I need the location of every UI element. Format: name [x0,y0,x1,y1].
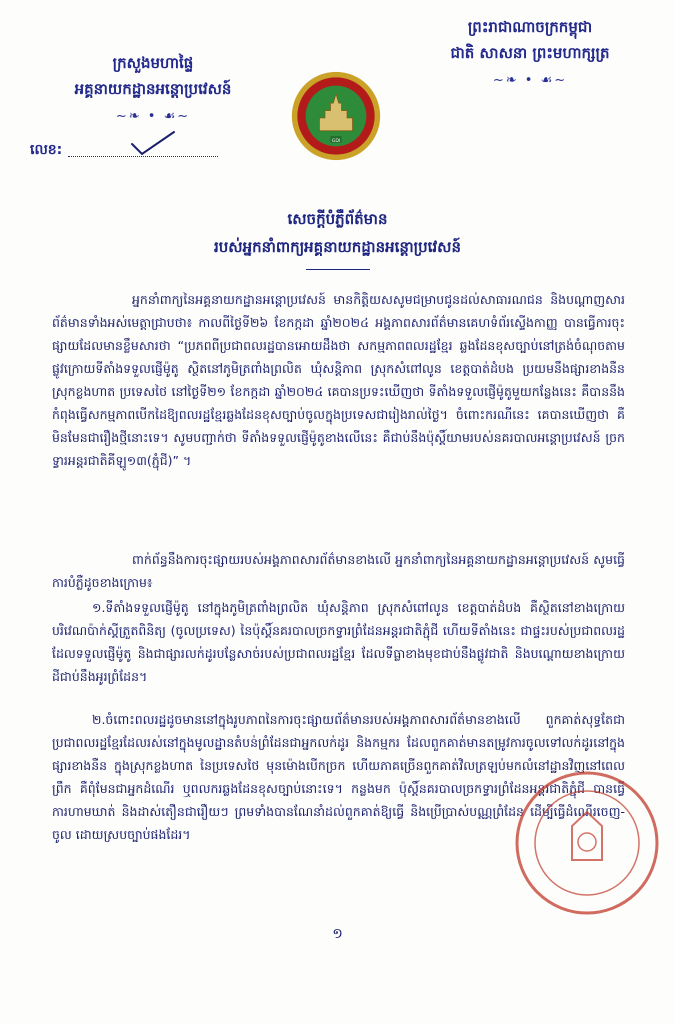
ornament-divider-right: ~❧ • ☙~ [492,73,568,88]
title-underline [306,269,370,270]
official-seal-stamp [512,768,662,918]
title-line-1: សេចក្តីបំភ្លឺព័ត៌មាន [287,210,388,228]
ministry-name: ក្រសួងមហាផ្ទៃ [112,54,194,72]
reference-label: លេខ: [30,142,63,158]
paragraph-text: ពាក់ព័ន្ធនឹងការចុះផ្សាយរបស់អង្គភាពសារព័ត៌មានខាងលើ អ្នកនាំពាក្យនៃអគ្គនាយកដ្ឋានអន្តោប្រវេសន៍ សូមធ្វើការបំភ្លឺដូចខាងក្រោម៖ [52,552,625,590]
ornament-divider: ~❧ • ☙~ [115,109,191,124]
department-name: អគ្គនាយកដ្ឋានអន្តោប្រវេសន៍ [74,80,232,98]
paragraph-text: ២.ចំពោះពលរដ្ឋដូចមាននៅក្នុងរូបភាពនៃការចុះផ្សាយព័ត៌មានរបស់អង្គភាពសារព័ត៌មានខាងលើ ពួកគាត់សុទ្ធតែជាប្រជាពលរដ្ឋខ្មែរដែលរស់នៅក្នុងមូលដ្ឋានតំបន់ព្រំដែនជាអ្នកលក់ដូរ និងកម្មករ ដែលពួកគាត់មានតម្រូវការចូលទៅលក់ដូរនៅក្នុងផ្សារខាងនឺន ក្នុងស្រុកខ្លងហាត នៃប្រទេសថៃ មុនម៉ោងបើកច្រក ហើយភាគច្រើនពួកគាត់វិលត្រឡប់មកលំនៅដ្ឋានវិញនៅពេលព្រឹក គឺពុំមែនជាអ្នកដំណើរ ឬពលករឆ្លងដែនខុសច្បាប់នោះទេ។ កន្លងមក ប៉ុស្តិ៍នគរបាលច្រកទ្វារព្រំដែនអន្តរជាតិភ្ជុំជី បានធ្វើការហាមឃាត់ និងដាស់តឿនជារឿយៗ ព្រមទាំងបានណែនាំដល់ពួកគាត់ឱ្យធ្វើ និងប្រើប្រាស់បណ្ណព្រំដែន ដើម្បីធ្វើដំណើរចេញ-ចូល ដោយស្របច្បាប់ផងដែរ។ [52,712,625,842]
ministry-header [58,50,248,126]
title-line-2: របស់អ្នកនាំពាក្យអគ្គនាយកដ្ឋានអន្តោប្រវេសន៍ [214,238,461,256]
kingdom-name: ព្រះរាជាណាចក្រកម្ពុជា [467,18,593,36]
national-motto: ជាតិ សាសនា ព្រះមហាក្សត្រ [450,44,610,62]
checkmark-icon [128,130,178,156]
body-paragraph-2 [52,548,625,594]
department-emblem-logo [290,70,382,162]
reference-number-row [30,140,218,161]
paragraph-text: អ្នកនាំពាក្យនៃអគ្គនាយកដ្ឋានអន្តោប្រវេសន៍ មានកិត្តិយសសូមជម្រាបជូនដល់សាធារណជន និងបណ្តាញសារព័ត៌មានទាំងអស់មេត្តាជ្រាបថា៖ កាលពីថ្ងៃទី២៦ ខែកក្កដា ឆ្នាំ២០២៤ អង្គភាពសារព័ត៌មានគេហទំព័រស្ទើងកាញ្ញ បានធ្វើការចុះផ្សាយដែលមានខ្លឹមសារថា “ប្រភពពីប្រជាពលរដ្ឋបានអោយដឹងថា សកម្មភាពពលរដ្ឋខ្មែរ ឆ្លងដែនខុសច្បាប់នៅត្រង់ចំណុចតាមផ្លូវក្រោយទីតាំងទទួលផ្ញើម៉ូតូ ស្ថិតនៅភូមិត្រពាំងព្រលិត ឃុំសន្តិភាព ស្រុកសំពៅលូន ខេត្តបាត់ដំបង ប្រយមនឹងផ្សារខាងនឺន ស្រុកខ្លងហាត ប្រទេសថៃ នៅថ្ងៃទី២១ ខែកក្កដា ឆ្នាំ២០២៤ គេបានប្រទះឃើញថា ទីតាំងទទួលផ្ញើម៉ូតូមួយកន្លែងនេះ គឺបាននឹងកំពុងធ្វើសកម្មភាពបើកដៃឱ្យពលរដ្ឋខ្មែរឆ្លងដែនខុសច្បាប់ចូលក្នុងប្រទេសជារៀងរាល់ថ្ងៃ។ ចំពោះករណីនេះ គេបានឃើញថា គឺមិនមែនជារឿងថ្មីនោះទេ។ សូមបញ្ជាក់ថា ទីតាំងទទួលផ្ញើម៉ូតូខាងលើនេះ គឺជាប់នឹងប៉ុស្តិ៍យាមរបស់នគរបាលអន្តោប្រវេសន៍ ច្រកទ្វារអន្តរជាតិគីឡូ១៣(ភ្ជុំជី)” ។ [52,292,625,468]
body-paragraph-3 [52,596,625,688]
page-number: ១ [332,926,343,942]
document-title [0,205,675,270]
body-paragraph-1 [52,288,625,472]
reference-dotted-line [68,144,218,157]
paragraph-text: ១.ទីតាំងទទួលផ្ញើម៉ូតូ នៅក្នុងភូមិត្រពាំងព្រលិត ឃុំសន្តិភាព ស្រុកសំពៅលូន ខេត្តបាត់ដំបង គឺស្ថិតនៅខាងក្រោយបរិវេណប៉ាក់ស្តីត្រួតពិនិត្យ (ចូលប្រទេស) នៃប៉ុស្តិ៍នគរបាលច្រកទ្វារព្រំដែនអន្តរជាតិភ្ជុំជី ហើយទីតាំងនេះ ជាផ្ទះរបស់ប្រជាពលរដ្ឋដែលទទួលផ្ញើម៉ូតូ និងជាផ្សារលក់ដូរបន្លែសាច់របស់ប្រជាពលរដ្ឋខ្មែរ ដែលទីធ្លាខាងមុខជាប់នឹងផ្លូវជាតិ និងបណ្តោយខាងក្រោយដីជាប់នឹងអូរព្រំដែន។ [52,600,625,684]
svg-text:GDI: GDI [331,138,341,144]
kingdom-header [415,14,645,90]
